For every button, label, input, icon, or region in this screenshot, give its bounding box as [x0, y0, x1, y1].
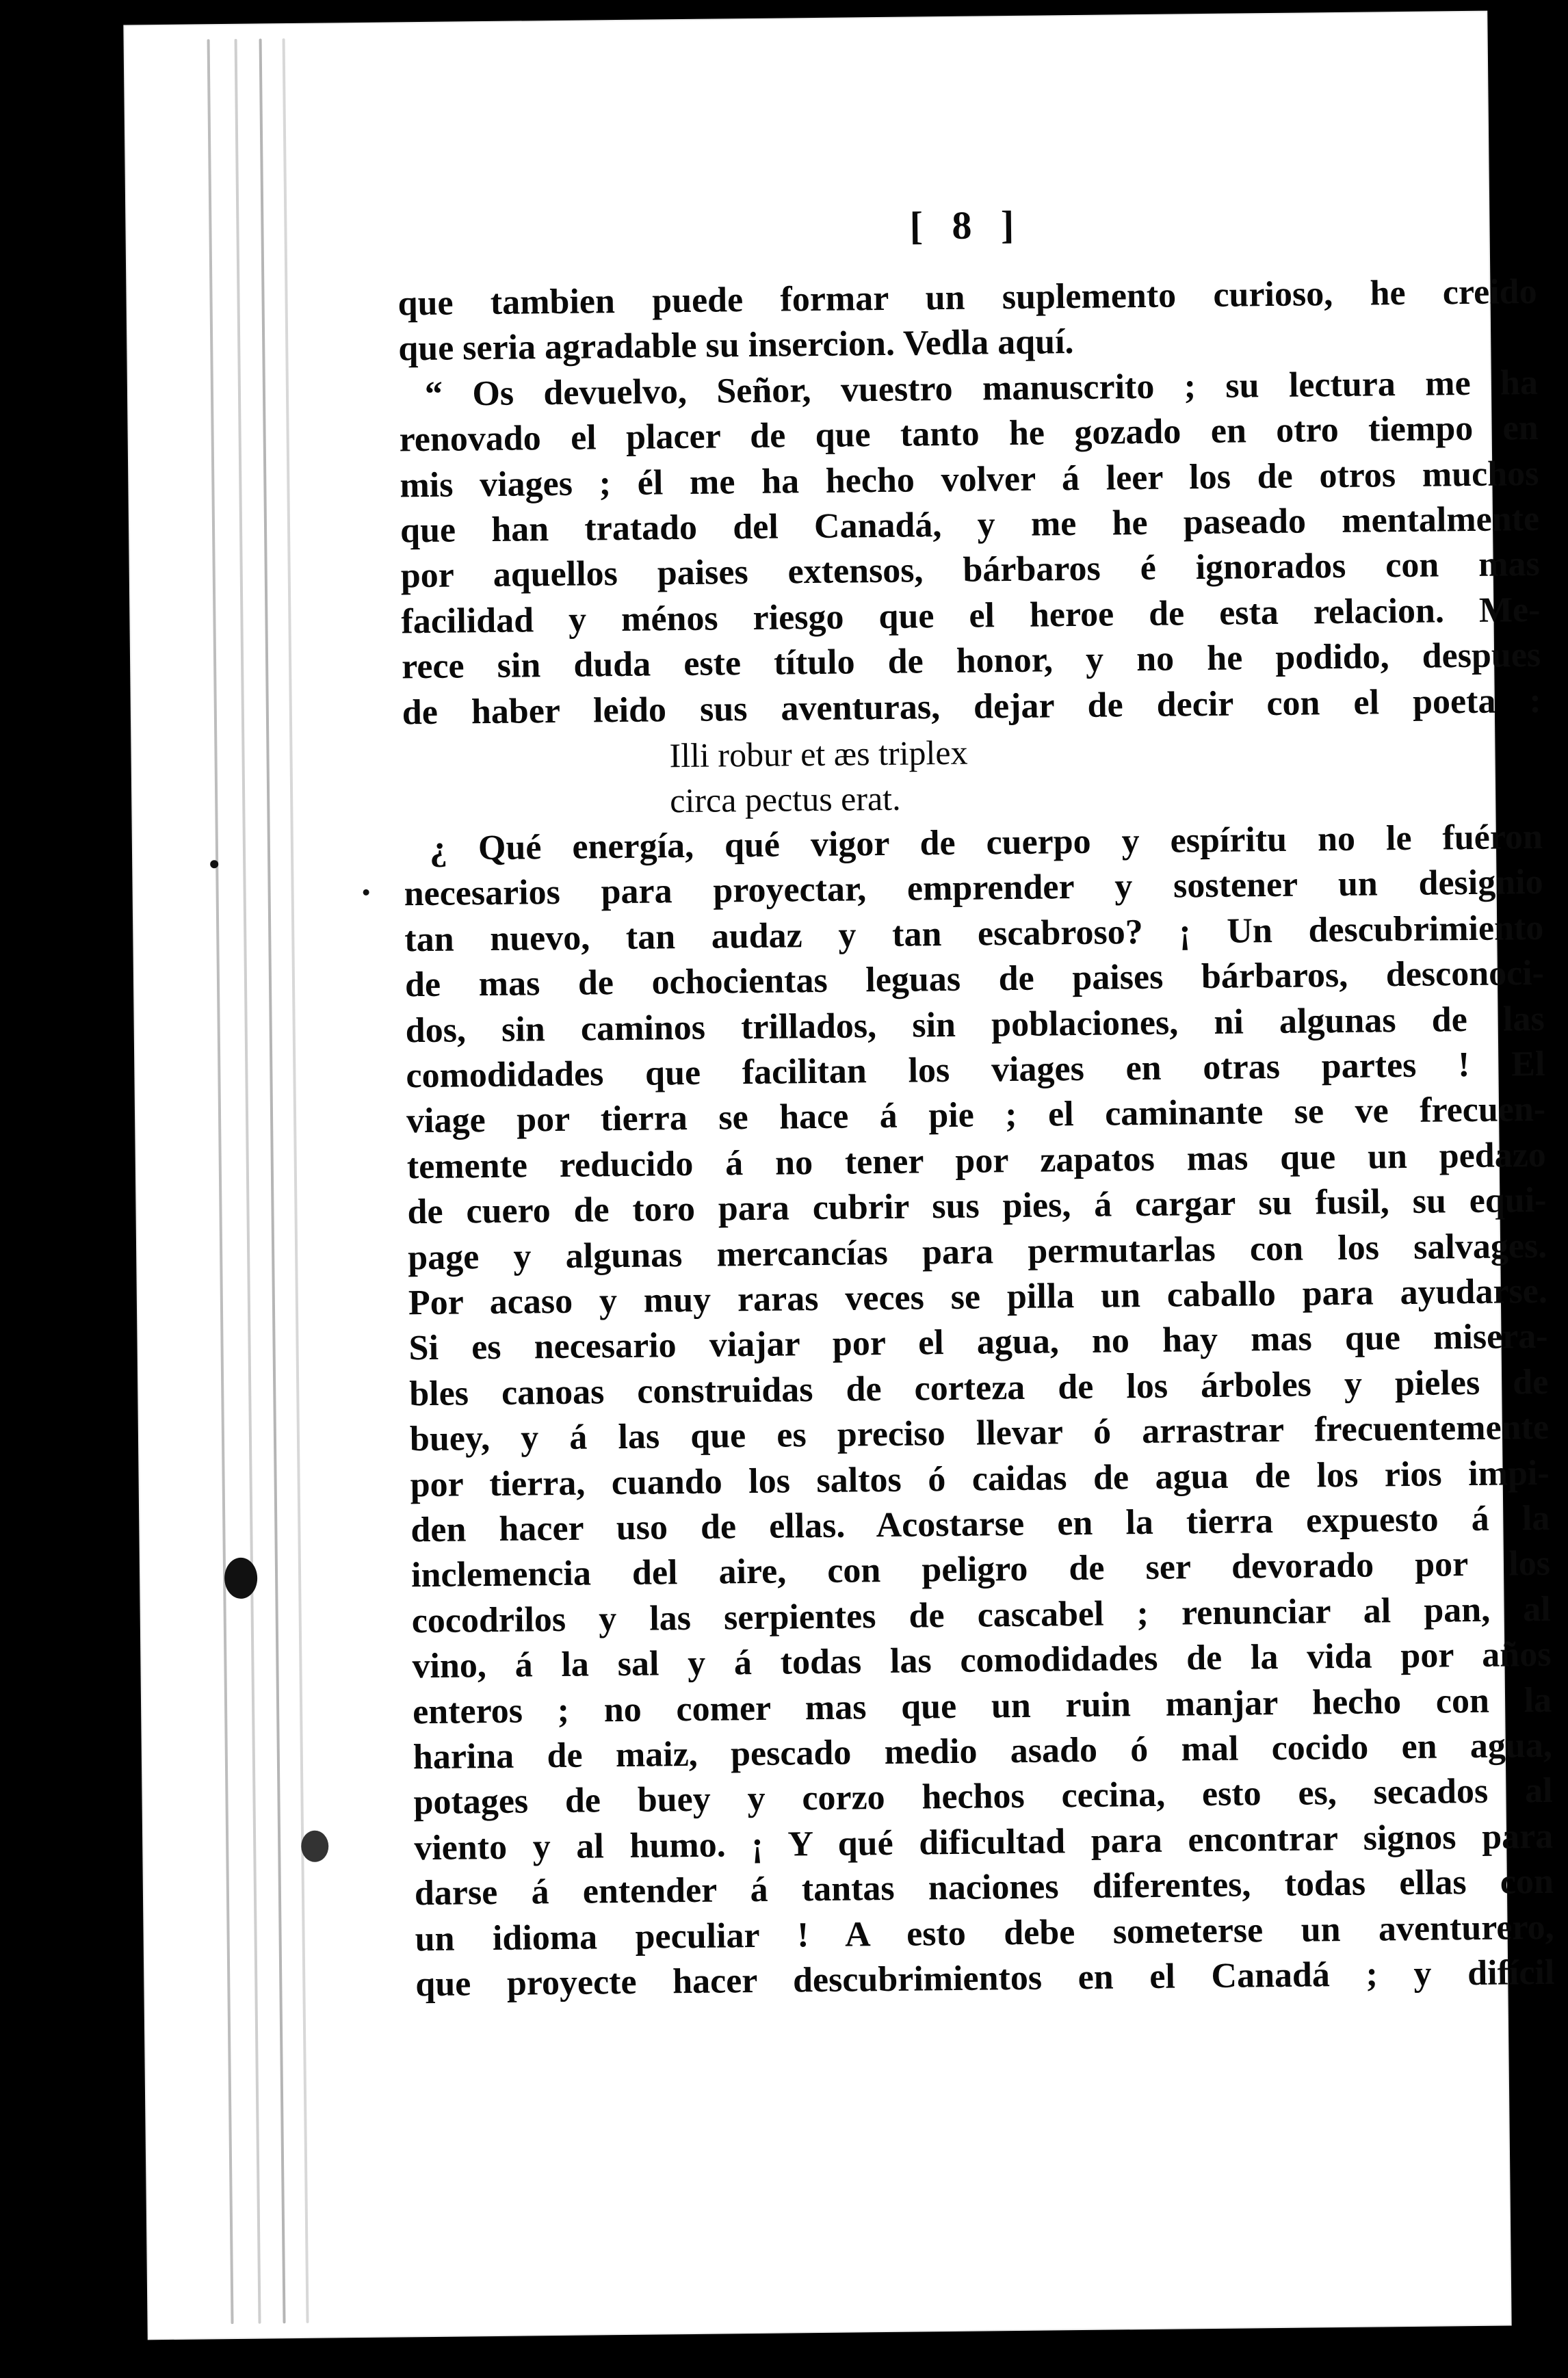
text-line: facilidad y ménos riesgo que el heroe de esta relacion. Me- [401, 590, 1541, 642]
paragraph-3 [404, 815, 1555, 2008]
text-line: que han tratado del Canadá, y me he paseado mentalmente [400, 499, 1540, 551]
text-line: renovado el placer de que tanto he gozado en otro tiempo en [399, 408, 1539, 460]
text-line: tan nuevo, tan audaz y tan escabroso? ¡ Un descubrimiento [404, 908, 1544, 959]
text-line: comodidades que facilitan los viages en otras partes ! El [406, 1044, 1545, 1096]
text-line: temente reducido á no tener por zapatos mas que un pedazo [406, 1135, 1547, 1187]
page-edge [235, 39, 261, 2324]
text-line: potages de buey y corzo hechos cecina, esto es, secados al [413, 1771, 1553, 1822]
text-line: “ Os devuelvo, Señor, vuestro manuscrito ; su lectura me ha [424, 363, 1539, 414]
ink-speck [210, 860, 218, 868]
text-line: mis viages ; él me ha hecho volver á leer los de otros muchos [400, 454, 1539, 505]
text-line: inclemencia del aire, con peligro de ser devorado por los [410, 1544, 1551, 1595]
text-line: harina de maiz, pescado medio asado ó mal cocido en agua, [413, 1725, 1553, 1777]
text-line: que proyecte hacer descubrimientos en el Canadá ; y difícil [415, 1952, 1555, 2004]
ink-speck [363, 889, 369, 896]
text-line: viento y al humo. ¡ Y qué dificultad para encontrar signos para [413, 1816, 1554, 1868]
text-line: de haber leido sus aventuras, dejar de decir con el poeta : [402, 681, 1542, 732]
text-line: Si es necesario viajar por el agua, no hay mas que misera- [408, 1317, 1548, 1368]
text-line: darse á entender á tantas naciones diferentes, todas ellas con [414, 1862, 1554, 1913]
verse-line: Illi robur et æs triplex [669, 733, 968, 775]
ink-blot [224, 1558, 258, 1599]
text-line: rece sin duda este título de honor, y no he podido, despues [401, 636, 1541, 687]
text-line: den hacer uso de ellas. Acostarse en la tierra expuesto á la [410, 1498, 1550, 1550]
book-page [125, 12, 1555, 2339]
page-edge [283, 38, 309, 2323]
paragraph-1 [397, 270, 1537, 372]
text-line: de cuero de toro para cubrir sus pies, á cargar su fusil, su equi- [407, 1180, 1547, 1232]
text-line: que tambien puede formar un suplemento curioso, he creido [397, 272, 1537, 324]
page-edge [259, 38, 286, 2323]
text-line: dos, sin caminos trillados, sin poblaciones, ni algunas de las [405, 999, 1545, 1050]
text-line: enteros ; no comer mas que un ruin manjar hecho con la [412, 1680, 1552, 1732]
verse-line: circa pectus erat. [669, 779, 901, 820]
text-line: Por acaso y muy raras veces se pilla un caballo para ayudarse. [408, 1271, 1548, 1323]
text-line: viage por tierra se hace á pie ; el caminante se ve frecuen- [406, 1090, 1546, 1141]
text-line: cocodrilos y las serpientes de cascabel ; renunciar al pan, al [411, 1589, 1551, 1641]
text-line: por tierra, cuando los saltos ó caidas de agua de los rios impi- [410, 1453, 1550, 1504]
page-text [396, 148, 1554, 2008]
text-line: que seria agradable su insercion. Vedla aquí. [398, 322, 1074, 369]
text-line: page y algunas mercancías para permutarlas con los salvages. [407, 1226, 1547, 1277]
text-line: necesarios para proyectar, emprender y sostener un designio [404, 863, 1543, 914]
ink-blot [301, 1831, 328, 1862]
text-line: por aquellos paises extensos, bárbaros é ignorados con mas [400, 545, 1541, 596]
text-line: ¿ Qué energía, qué vigor de cuerpo y espíritu no le fuéron [429, 817, 1543, 868]
text-line: bles canoas construidas de corteza de los árboles y pieles de [409, 1362, 1549, 1414]
page-number: [ 8 ] [909, 202, 1024, 248]
text-line: un idioma peculiar ! A esto debe someterse un aventurero, [415, 1907, 1554, 1959]
text-line: de mas de ochocientas leguas de paises bárbaros, desconoci- [404, 953, 1545, 1005]
text-line: vino, á la sal y á todas las comodidades de la vida por años [412, 1634, 1552, 1686]
page-edge [207, 39, 234, 2324]
latin-verse [402, 724, 1542, 826]
text-line: buey, y á las que es preciso llevar ó arrastrar frecuentemente [409, 1407, 1550, 1459]
paragraph-2 [399, 361, 1541, 736]
